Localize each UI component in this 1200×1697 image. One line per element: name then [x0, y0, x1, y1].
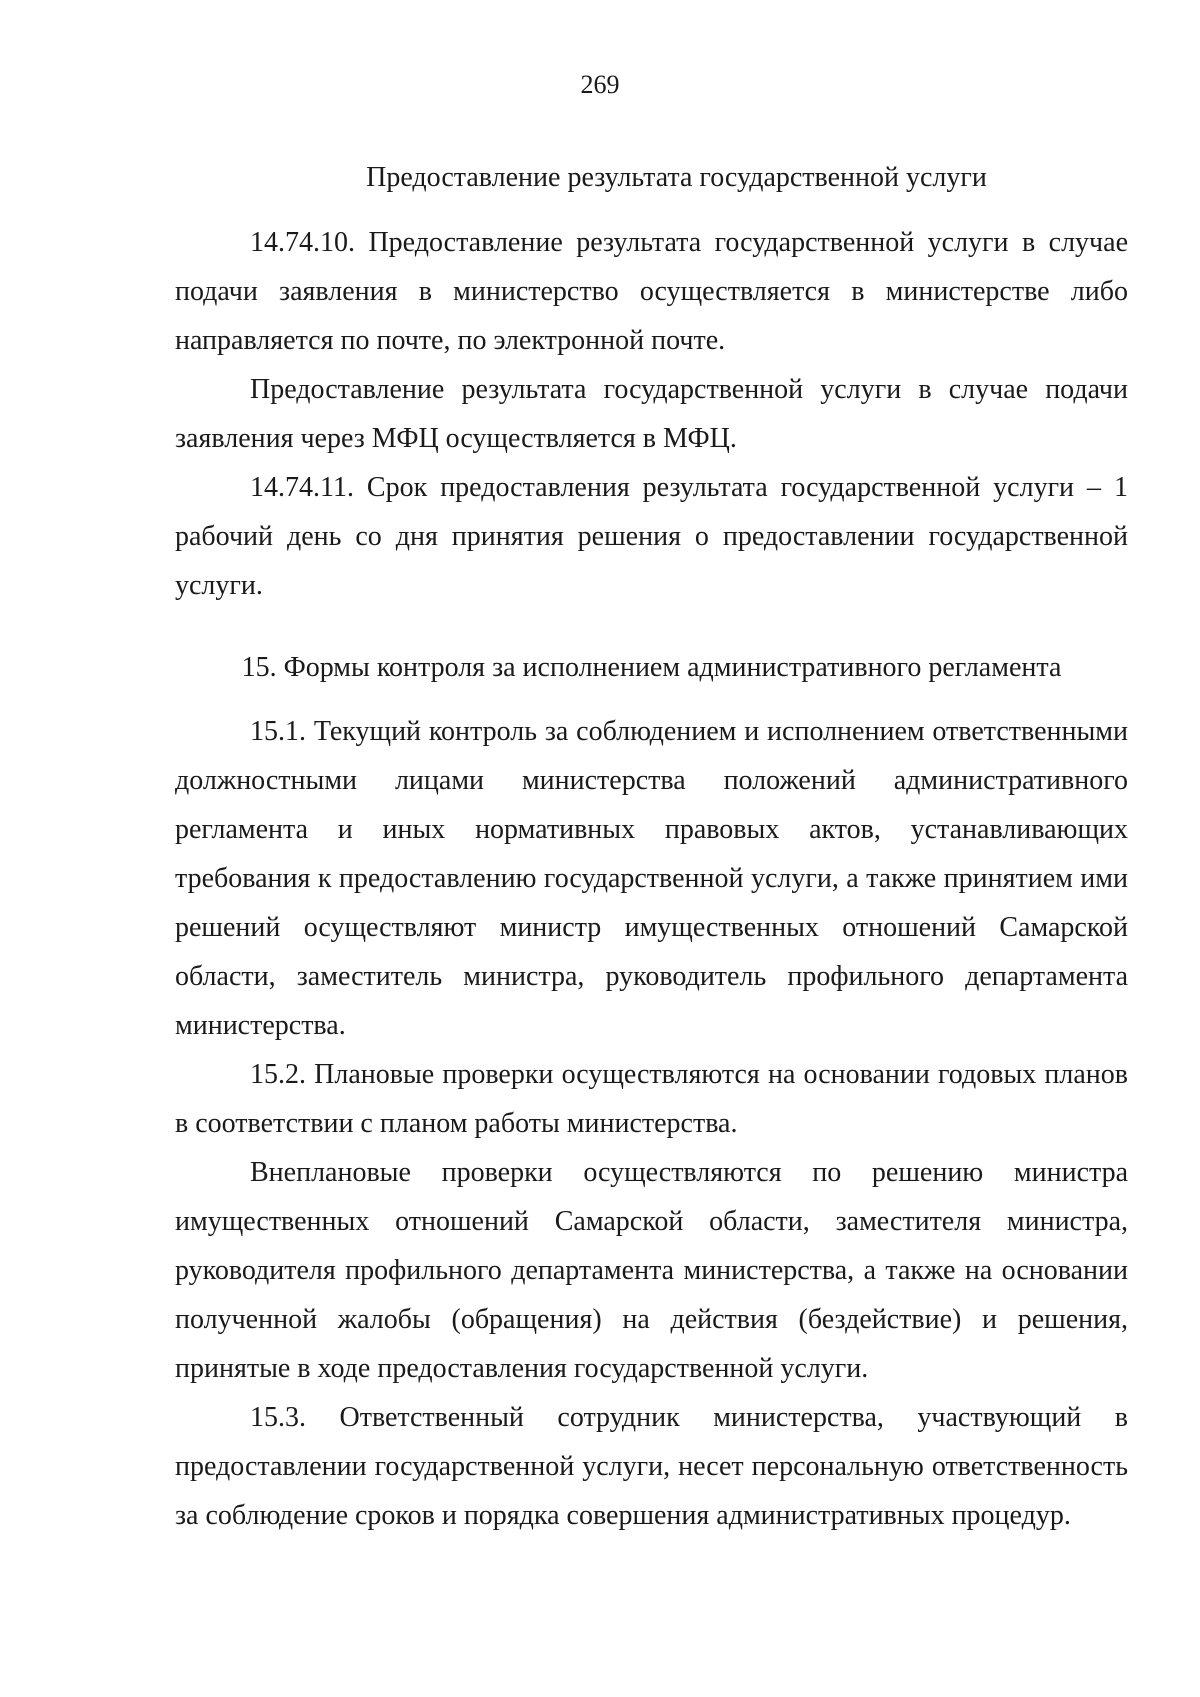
page-number: 269: [580, 70, 620, 99]
paragraph-15-1: 15.1. Текущий контроль за соблюдением и исполнением ответственными должностными лицами министерства положений административного регламента и иных нормативных правовых актов, устанавливающих требования к предоставлению государственной услуги, а также принятием ими решений осуществляют министр имущественных отношений Самарской области, заместитель министра, руководитель профильного департамента министерства.: [175, 716, 1128, 1041]
paragraph-15-3: 15.3. Ответственный сотрудник министерства, участвующий в предоставлении государственной услуги, несет персональную ответственность за соблюдение сроков и порядка совершения административных процедур.: [175, 1402, 1128, 1531]
paragraph-14-74-10: 14.74.10. Предоставление результата государственной услуги в случае подачи заявления в министерство осуществляется в министерстве либо направляется по почте, по электронной почте.: [175, 227, 1128, 356]
section-heading-control: 15. Формы контроля за исполнением административного регламента: [241, 652, 1062, 683]
paragraph-unscheduled-checks: Внеплановые проверки осуществляются по решению министра имущественных отношений Самарской области, заместителя министра, руководителя профильного департамента министерства, а также на основании полученной жалобы (обращения) на действия (бездействие) и решения, принятые в ходе предоставления государственной услуги.: [175, 1157, 1128, 1384]
paragraph-mfc-result: Предоставление результата государственной услуги в случае подачи заявления через МФЦ осуществляется в МФЦ.: [175, 374, 1128, 454]
section-body-result: [175, 218, 1128, 610]
section-heading-result: Предоставление результата государственной услуги: [366, 162, 987, 193]
section-body-control: [175, 707, 1128, 1540]
paragraph-14-74-11: 14.74.11. Срок предоставления результата государственной услуги – 1 рабочий день со дня принятия решения о предоставлении государственной услуги.: [175, 472, 1128, 601]
paragraph-15-2: 15.2. Плановые проверки осуществляются на основании годовых планов в соответствии с планом работы министерства.: [175, 1059, 1128, 1139]
